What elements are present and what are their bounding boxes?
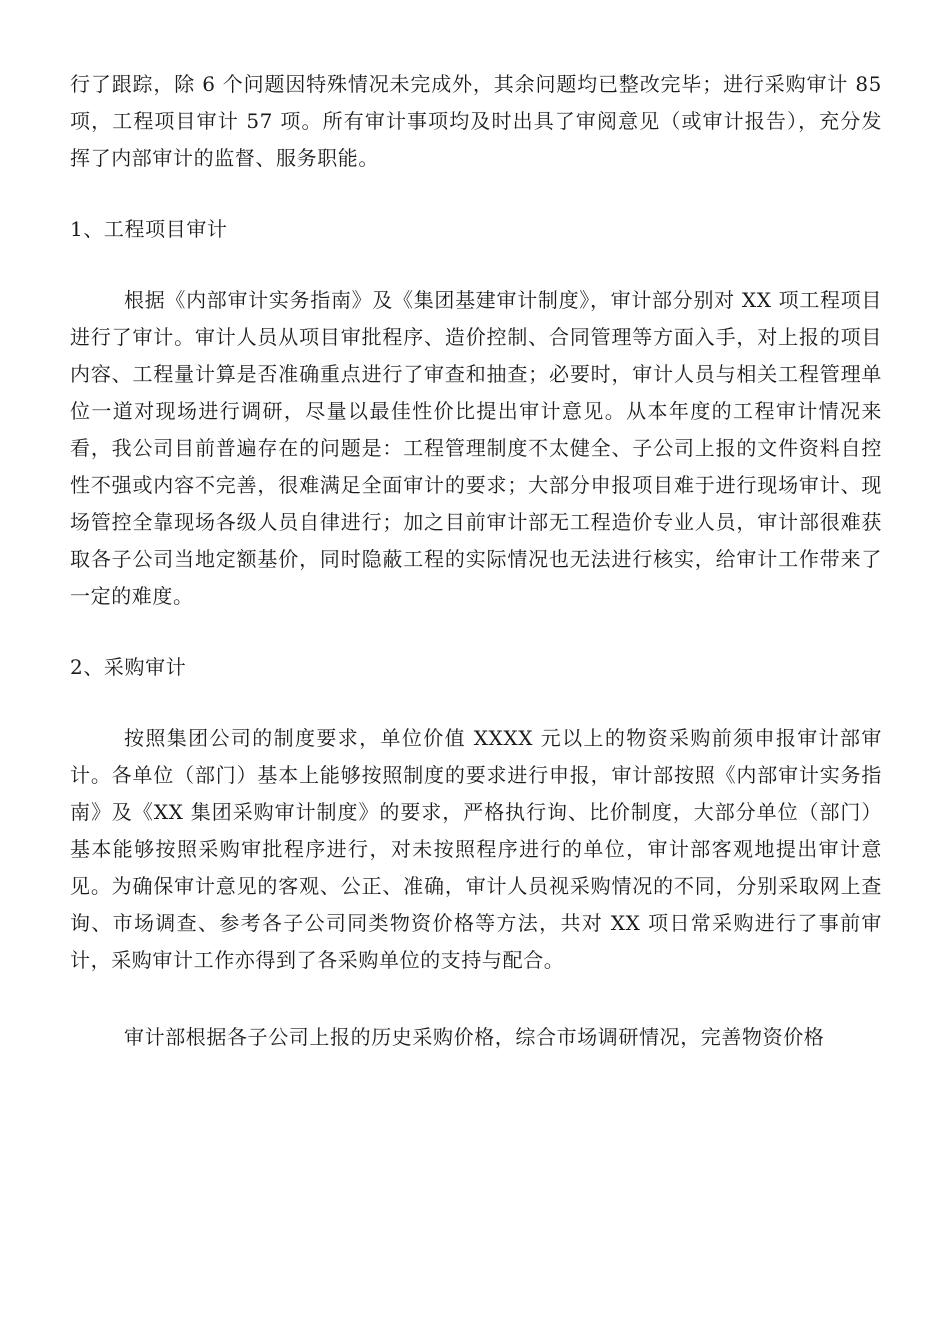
spacer (70, 686, 882, 720)
paragraph-engineering-audit: 根据《内部审计实务指南》及《集团基建审计制度》，审计部分别对 XX 项工程项目进行了审计。审计人员从项目审批程序、造价控制、合同管理等方面入手，对上报的项目内容、工程量计算是否准确重点进行了审查和抽查；必要时，审计人员与相关工程管理单位一道对现场进行调研，尽量以最佳性价比提出审计意见。从本年度的工程审计情况来看，我公司目前普遍存在的问题是：工程管理制度不太健全、子公司上报的文件资料自控性不强或内容不完善，很难满足全面审计的要求；大部分申报项目难于进行现场审计、现场管控全靠现场各级人员自律进行；加之目前审计部无工程造价专业人员，审计部很难获取各子公司当地定额基价，同时隐蔽工程的实际情况也无法进行核实，给审计工作带来了一定的难度。 (70, 288, 882, 608)
paragraph-audit-summary: 行了跟踪，除 6 个问题因特殊情况未完成外，其余问题均已整改完毕；进行采购审计 85 项，工程项目审计 57 项。所有审计事项均及时出具了审阅意见（或审计报告），充分发挥了内部审计的监督、服务职能。 (70, 72, 882, 170)
spacer (70, 979, 882, 1019)
spacer (70, 248, 882, 282)
spacer (70, 177, 882, 211)
section-heading-engineering-audit: 1、工程项目审计 (70, 217, 228, 241)
paragraph-procurement-audit: 按照集团公司的制度要求，单位价值 XXXX 元以上的物资采购前须申报审计部审计。各单位（部门）基本上能够按照制度的要求进行申报，审计部按照《内部审计实务指南》及《XX 集团采购审计制度》的要求，严格执行询、比价制度，大部分单位（部门）基本能够按照采购审批程序进行，对未按照程序进行的单位，审计部客观地提出审计意见。为确保审计意见的客观、公正、准确，审计人员视采购情况的不同，分别采取网上查询、市场调查、参考各子公司同类物资价格等方法，共对 XX 项日常采购进行了事前审计，采购审计工作亦得到了各采购单位的支持与配合。 (70, 726, 882, 972)
paragraph-price-database: 审计部根据各子公司上报的历史采购价格，综合市场调研情况，完善物资价格 (124, 1025, 825, 1049)
document-page (70, 66, 882, 1056)
spacer (70, 615, 882, 649)
section-heading-procurement-audit: 2、采购审计 (70, 655, 187, 679)
